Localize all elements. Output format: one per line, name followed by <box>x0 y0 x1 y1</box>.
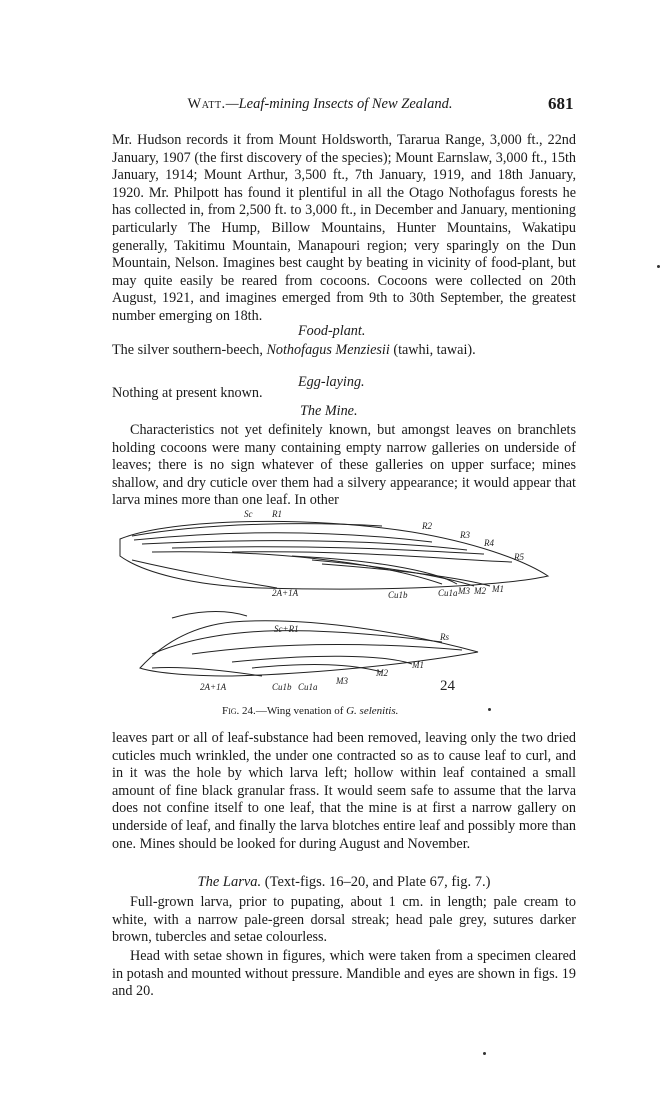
forewing-label-cu1a: Cu1a <box>438 588 458 598</box>
hindwing-label-cu1a: Cu1a <box>298 682 318 692</box>
larva-paragraph-2: Head with setae shown in figures, which were taken from a specimen cleared in potash and mounted without pressure. Mandible and eyes are shown in figs. 19 and 20. <box>112 948 576 1000</box>
print-speck <box>488 708 491 711</box>
hindwing-vein <box>172 612 247 618</box>
caption-fig-number: Fig. 24. <box>222 705 256 717</box>
food-plant-paragraph <box>112 342 576 360</box>
forewing-label-sc: Sc <box>244 509 253 519</box>
print-speck <box>657 265 660 268</box>
forewing-label-r5: R5 <box>514 552 524 562</box>
hindwing-label-m2: M2 <box>376 668 388 678</box>
forewing-vein <box>312 560 474 586</box>
running-header <box>60 96 580 113</box>
forewing-outline <box>120 521 548 589</box>
intro-paragraph: Mr. Hudson records it from Mount Holdsworth, Tararua Range, 3,000 ft., 22nd January, 1907 (the first discovery of the species); Mount Earnslaw, 3,000 ft., 15th January, 1914; Mount Arthur, 3,500 ft., 7th January, 1919, and 18th January, 1920. Mr. Philpott has found it plentiful in all the Otago Nothofagus forests he has collected in, from 2,500 ft. to 3,000 ft., in December and January, mentioning particularly The Hump, Billow Mountains, Hunter Mountains, Wakatipu generally, Takitimu Mountain, Manapouri region; very sparingly on the Dun Mountain, Nelson. Imagines best caught by beating in vicinity of food-plant, but may quite easily be reared from cocoons. Cocoons were collected on 20th August, 1921, and imagines emerged from 9th to 30th September, the greatest number emerging on 18th. <box>112 132 576 324</box>
figure-number: 24 <box>440 678 455 694</box>
mine-paragraph-top: Characteristics not yet definitely known, but amongst leaves on branchlets holding cocoons were many containing empty narrow galleries on underside of leaves; there is no sign whatever of these galleries on upper surface; mines shallow, and dry cuticle over them had a silvery appearance; it would appear that larva mines more than one leaf. In other <box>112 422 576 509</box>
forewing-label-m1: M1 <box>492 584 504 594</box>
mine-paragraph-bottom: leaves part or all of leaf-substance had been removed, leaving only the two dried cuticles much wrinkled, the under one contracted so as to cause leaf to curl, and in it was the hole by which larva left; hollow within leaf contained a small amount of fine black granular frass. It would seem safe to assume that the larva does not confine itself to one leaf, that the mine is at first a narrow gallery on underside of leaf, and finally the larva blotches entire leaf and possibly more than one. Mines should be looked for during August and November. <box>112 730 576 852</box>
forewing-label-m2: M2 <box>474 586 486 596</box>
hindwing-label-m3: M3 <box>336 676 348 686</box>
larva-heading: The Larva. <box>197 874 262 890</box>
hindwing-vein <box>252 665 382 672</box>
food-plant-species: Nothofagus Menziesii <box>266 342 390 358</box>
forewing-vein <box>322 564 490 586</box>
hindwing-vein <box>152 667 262 676</box>
hindwing-label-rs: Rs <box>440 632 449 642</box>
forewing-label-m3: M3 <box>458 586 470 596</box>
larva-paragraph-1: Full-grown larva, prior to pupating, about 1 cm. in length; pale cream to white, with a narrow pale-green dorsal streak; head pale grey, sutures darker brown, tubercles and setae colourless. <box>112 894 576 946</box>
food-plant-text-before: The silver southern-beech, <box>112 342 267 358</box>
wing-venation-figure <box>112 504 562 700</box>
forewing-label-r3: R3 <box>460 530 470 540</box>
egg-laying-heading: Egg-laying. <box>298 374 365 390</box>
print-speck <box>483 1052 486 1055</box>
forewing-label-r1: R1 <box>272 509 282 519</box>
page-number: 681 <box>548 94 574 113</box>
forewing-label-2a1a: 2A+1A <box>272 588 299 598</box>
hindwing-label-scr1: Sc+R1 <box>274 624 299 634</box>
hindwing-vein <box>192 645 462 655</box>
forewing-label-cu1b: Cu1b <box>388 590 408 600</box>
header-author: Watt. <box>187 96 226 112</box>
forewing-label-r4: R4 <box>484 538 494 548</box>
caption-text: —Wing venation of <box>255 705 347 717</box>
hindwing-label-m1: M1 <box>412 660 424 670</box>
hindwing-vein <box>232 656 412 664</box>
figure-caption <box>222 705 398 717</box>
mine-heading: The Mine. <box>300 403 358 419</box>
larva-refs: (Text-figs. 16–20, and Plate 67, fig. 7.) <box>261 874 491 890</box>
hindwing-label-2a1a: 2A+1A <box>200 682 227 692</box>
food-plant-text-after: (tawhi, tawai). <box>389 342 476 358</box>
egg-laying-text: Nothing at present known. <box>112 385 263 401</box>
caption-species: G. selenitis. <box>346 705 399 717</box>
header-title: —Leaf-mining Insects of New Zealand. <box>225 96 453 112</box>
forewing-vein <box>132 560 277 588</box>
food-plant-heading: Food-plant. <box>298 323 366 339</box>
forewing-vein <box>142 541 467 550</box>
hindwing-label-cu1b: Cu1b <box>272 682 292 692</box>
forewing-label-r2: R2 <box>422 521 432 531</box>
larva-heading-line <box>112 874 576 892</box>
